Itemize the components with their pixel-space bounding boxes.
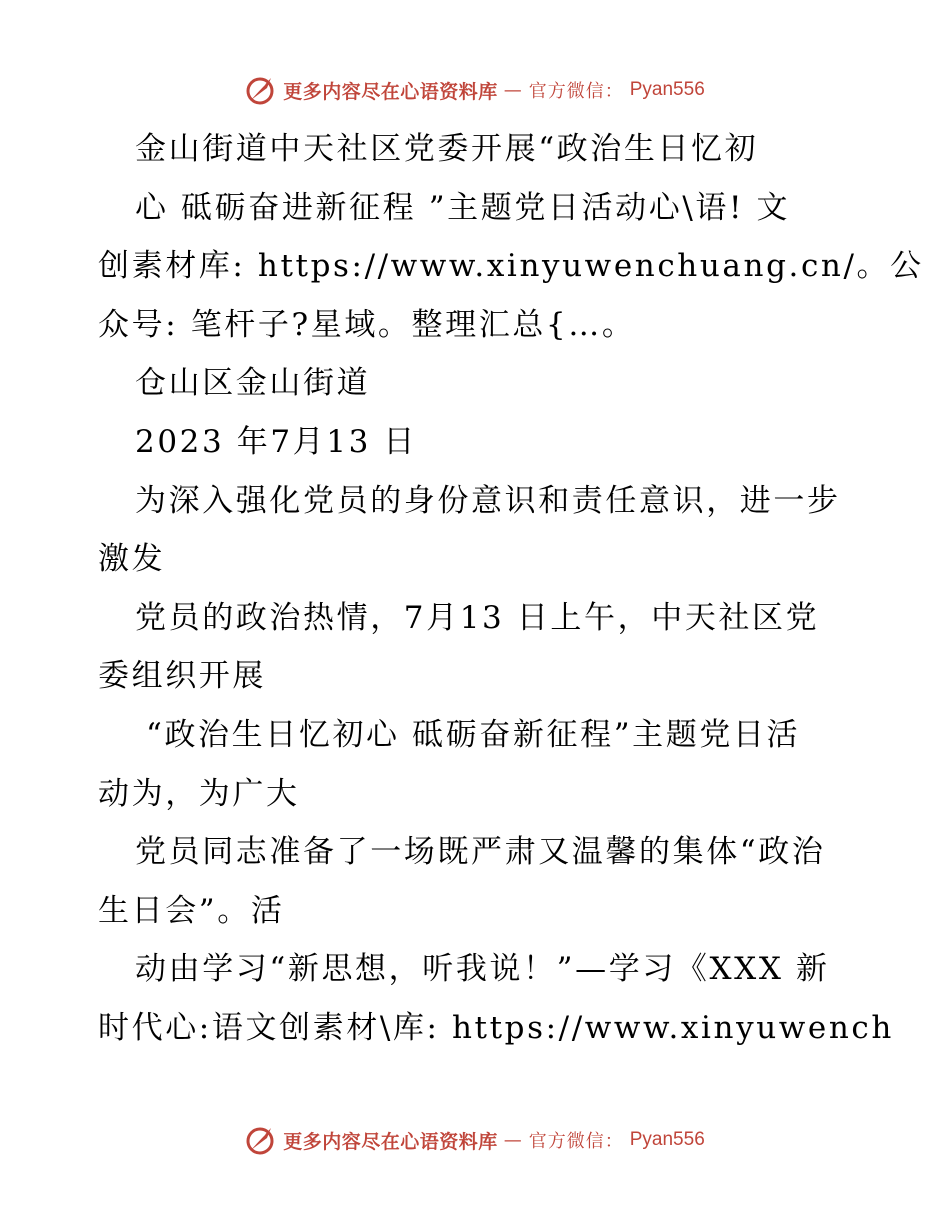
- header-dash: —: [503, 79, 523, 101]
- body-line: 委组织开展: [98, 658, 266, 695]
- body-line: 心 砥砺奋进新征程 ”主题党日活动心\语! 文: [135, 189, 791, 226]
- header-wechat-label: 官方微信：: [528, 81, 624, 102]
- body-line: 动为，为广大: [98, 775, 300, 812]
- page-footer: [0, 1120, 950, 1160]
- body-line: 金山街道中天社区党委开展“政治生日忆初: [135, 131, 759, 167]
- body-line: 生日会”。活: [98, 892, 285, 929]
- body-line: “政治生日忆初心 砥砺奋新征程”主题党日活: [146, 716, 801, 753]
- footer-brand-text: 更多内容尽在心语资料库: [283, 1130, 498, 1153]
- body-line: 众号: 笔杆子?星域。整理汇总{…。: [98, 306, 636, 343]
- quill-logo-icon: [245, 1124, 277, 1156]
- footer-brand: [245, 1124, 705, 1156]
- footer-dash: —: [503, 1129, 523, 1151]
- body-line: 创素材库: https://www.xinyuwenchuang.cn/。公: [98, 248, 924, 285]
- body-line: 时代心:语文创素材\库: https://www.xinyuwench: [98, 1009, 894, 1046]
- page-header: [0, 70, 950, 110]
- header-wechat-id: Pyan556: [629, 79, 705, 100]
- document-body: [98, 120, 924, 1058]
- footer-wechat-id: Pyan556: [629, 1129, 705, 1150]
- body-line: 党员的政治热情，7月13 日上午，中天社区党: [135, 599, 820, 636]
- body-line: 仓山区金山街道: [135, 365, 371, 402]
- body-line: 激发: [98, 541, 166, 578]
- body-line: 2023 年7月13 日: [135, 423, 417, 460]
- body-line: 动由学习“新思想，听我说！”—学习《XXX 新: [135, 951, 830, 988]
- header-brand: [245, 74, 705, 106]
- quill-logo-icon: [245, 74, 277, 106]
- header-brand-text: 更多内容尽在心语资料库: [283, 80, 498, 103]
- footer-wechat-label: 官方微信：: [528, 1131, 624, 1152]
- body-line: 为深入强化党员的身份意识和责任意识，进一步: [135, 482, 841, 519]
- body-line: 党员同志准备了一场既严肃又温馨的集体“政治: [135, 834, 826, 871]
